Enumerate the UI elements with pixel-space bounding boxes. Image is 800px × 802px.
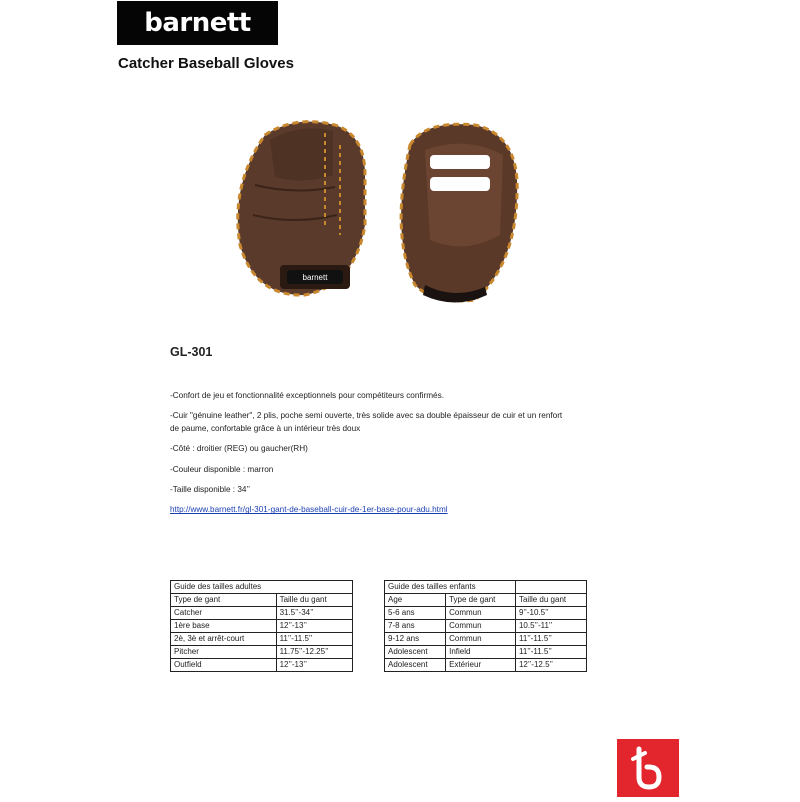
description-line: -Taille disponible : 34’’ [170,485,250,495]
table-cell: Extérieur [446,659,516,672]
table-cell: 12’’-13’’ [276,659,352,672]
adult-table-caption: Guide des tailles adultes [171,581,353,594]
description-line: -Confort de jeu et fonctionnalité exceptionnels pour compétiteurs confirmés. [170,391,444,400]
table-row [171,607,353,620]
table-cell: 12’’-13’’ [276,620,352,633]
table-cell: 12’’-12.5’’ [515,659,586,672]
table-header: Taille du gant [276,594,352,607]
table-row [171,659,353,672]
description-line: -Côté : droitier (REG) ou gaucher(RH) [170,444,308,454]
table-header: Type de gant [171,594,277,607]
table-cell: 2è, 3è et arrêt-court [171,633,277,646]
table-cell: 5-6 ans [385,607,446,620]
table-cell: Commun [446,633,516,646]
table-cell: 10.5’’-11’’ [515,620,586,633]
table-cell: 11.75’’-12.25’’ [276,646,352,659]
table-row [385,646,587,659]
adult-size-table [170,580,353,672]
table-cell: Adolescent [385,659,446,672]
table-header: Taille du gant [515,594,586,607]
table-row [385,607,587,620]
table-row [171,620,353,633]
table-row [385,659,587,672]
brand-mark-icon [617,739,679,797]
table-cell-empty [515,581,586,594]
table-row [171,633,353,646]
kids-size-table [384,580,587,672]
table-header: Age [385,594,446,607]
brand-logo-text: barnett [144,8,251,38]
table-cell: 7-8 ans [385,620,446,633]
table-row [171,646,353,659]
glove-product-image [225,115,535,315]
product-description [170,390,570,525]
table-header: Type de gant [446,594,516,607]
table-cell: 9-12 ans [385,633,446,646]
description-line: -Couleur disponible : marron [170,464,274,474]
table-cell: 11’’-11.5’’ [515,633,586,646]
table-row [385,620,587,633]
page-title: Catcher Baseball Gloves [118,55,294,72]
table-cell: Outfield [171,659,277,672]
table-cell: Infield [446,646,516,659]
glove-patch-text: barnett [302,273,328,282]
table-cell: Catcher [171,607,277,620]
product-link[interactable]: http://www.barnett.fr/gl-301-gant-de-baseball-cuir-de-1er-base-pour-adu.html [170,505,448,515]
model-number: GL-301 [170,345,213,359]
table-cell: Commun [446,607,516,620]
description-line: -Cuir "génuine leather", 2 plis, poche semi ouverte, très solide avec sa double épaisseur de cuir et un renfort de paume, confortable grâce à un intérieur très doux [170,411,563,433]
table-cell: 11’’-11.5’’ [515,646,586,659]
glove-palm-view [401,124,517,302]
table-row [385,633,587,646]
table-cell: 11’’-11.5’’ [276,633,352,646]
glove-back-view [238,122,365,295]
table-cell: Pitcher [171,646,277,659]
kids-table-caption: Guide des tailles enfants [385,581,516,594]
brand-logo [117,1,278,45]
table-cell: Commun [446,620,516,633]
table-cell: Adolescent [385,646,446,659]
table-cell: 9’’-10.5’’ [515,607,586,620]
table-cell: 31.5’’-34’’ [276,607,352,620]
table-cell: 1ère base [171,620,277,633]
